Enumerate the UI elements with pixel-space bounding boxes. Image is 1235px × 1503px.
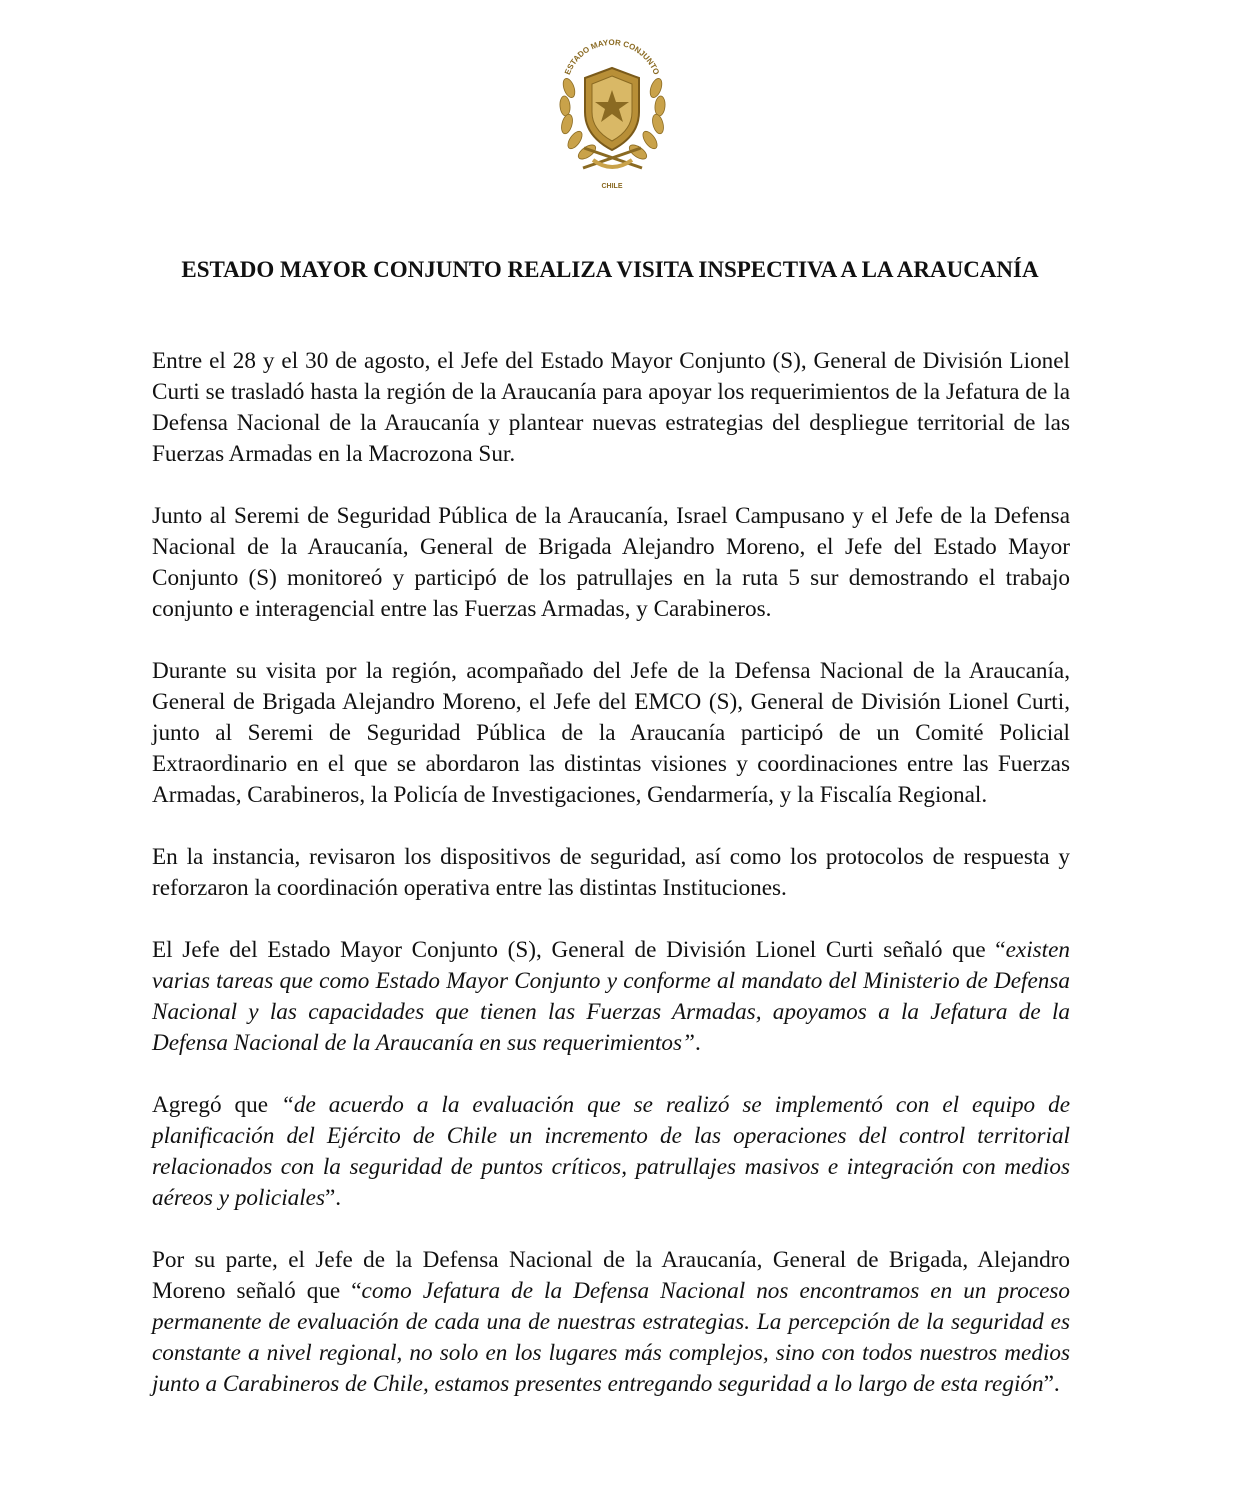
paragraph-7 (152, 1245, 1070, 1400)
paragraph-5-tail: . (694, 1030, 701, 1056)
paragraph-6 (152, 1090, 1070, 1214)
emblem-icon (545, 28, 680, 198)
paragraph-7-lead: Por su parte, el Jefe de la Defensa Nacional de la Araucanía, General de Brigada, Alejandro Moreno señaló que “ (152, 1247, 1070, 1304)
paragraph-7-quote: como Jefatura de la Defensa Nacional nos encontramos en un proceso permanente de evaluación de cada una de nuestras estrategias. La percepción de la seguridad es constante a nivel regional, no solo en los lugares más complejos, sino con todos nuestros medios junto a Carabineros de Chile, estamos presentes entregando seguridad a lo largo de esta región (152, 1278, 1070, 1397)
paragraph-4: En la instancia, revisaron los dispositivos de seguridad, así como los protocolos de respuesta y reforzaron la coordinación operativa entre las distintas Instituciones. (152, 844, 1070, 901)
paragraph-5 (152, 935, 1070, 1059)
paragraph-2: Junto al Seremi de Seguridad Pública de la Araucanía, Israel Campusano y el Jefe de la Defensa Nacional de la Araucanía, General de Brigada Alejandro Moreno, el Jefe del Estado Mayor Conjunto (S) monitoreó y participó de los patrullajes en la ruta 5 sur demostrando el trabajo conjunto e interagencial entre las Fuerzas Armadas, y Carabineros. (152, 503, 1070, 622)
paragraph-7-tail: ”. (1043, 1371, 1060, 1397)
page-title: ESTADO MAYOR CONJUNTO REALIZA VISITA INSPECTIVA A LA ARAUCANÍA (181, 257, 1039, 282)
paragraph-6-lead: Agregó que (152, 1092, 281, 1118)
estado-mayor-conjunto-emblem (545, 28, 680, 198)
paragraph-3: Durante su visita por la región, acompañado del Jefe de la Defensa Nacional de la Araucanía, General de Brigada Alejandro Moreno, el Jefe del EMCO (S), General de División Lionel Curti, junto al Seremi de Seguridad Pública de la Araucanía participó de un Comité Policial Extraordinario en el que se abordaron las distintas visiones y coordinaciones entre las Fuerzas Armadas, Carabineros, la Policía de Investigaciones, Gendarmería, y la Fiscalía Regional. (152, 658, 1070, 808)
svg-text:CHILE: CHILE (601, 183, 623, 190)
svg-text:ESTADO MAYOR CONJUNTO: ESTADO MAYOR CONJUNTO (562, 37, 662, 77)
paragraph-6-quote: “de acuerdo a la evaluación que se realizó se implementó con el equipo de planificación del Ejército de Chile un incremento de las operaciones del control territorial relacionados con la seguridad de puntos críticos, patrullajes masivos e integración con medios aéreos y policiales (152, 1092, 1070, 1211)
article-body (152, 346, 1070, 1431)
paragraph-5-quote: existen varias tareas que como Estado Mayor Conjunto y conforme al mandato del Ministerio de Defensa Nacional y las capacidades que tienen las Fuerzas Armadas, apoyamos a la Jefatura de la Defensa Nacional de la Araucanía en sus requerimientos” (152, 937, 1070, 1056)
paragraph-5-lead: El Jefe del Estado Mayor Conjunto (S), General de División Lionel Curti señaló que “ (152, 937, 1006, 963)
paragraph-6-tail: ”. (325, 1185, 342, 1211)
paragraph-1: Entre el 28 y el 30 de agosto, el Jefe del Estado Mayor Conjunto (S), General de División Lionel Curti se trasladó hasta la región de la Araucanía para apoyar los requerimientos de la Jefatura de la Defensa Nacional de la Araucanía y plantear nuevas estrategias del despliegue territorial de las Fuerzas Armadas en la Macrozona Sur. (152, 348, 1070, 467)
